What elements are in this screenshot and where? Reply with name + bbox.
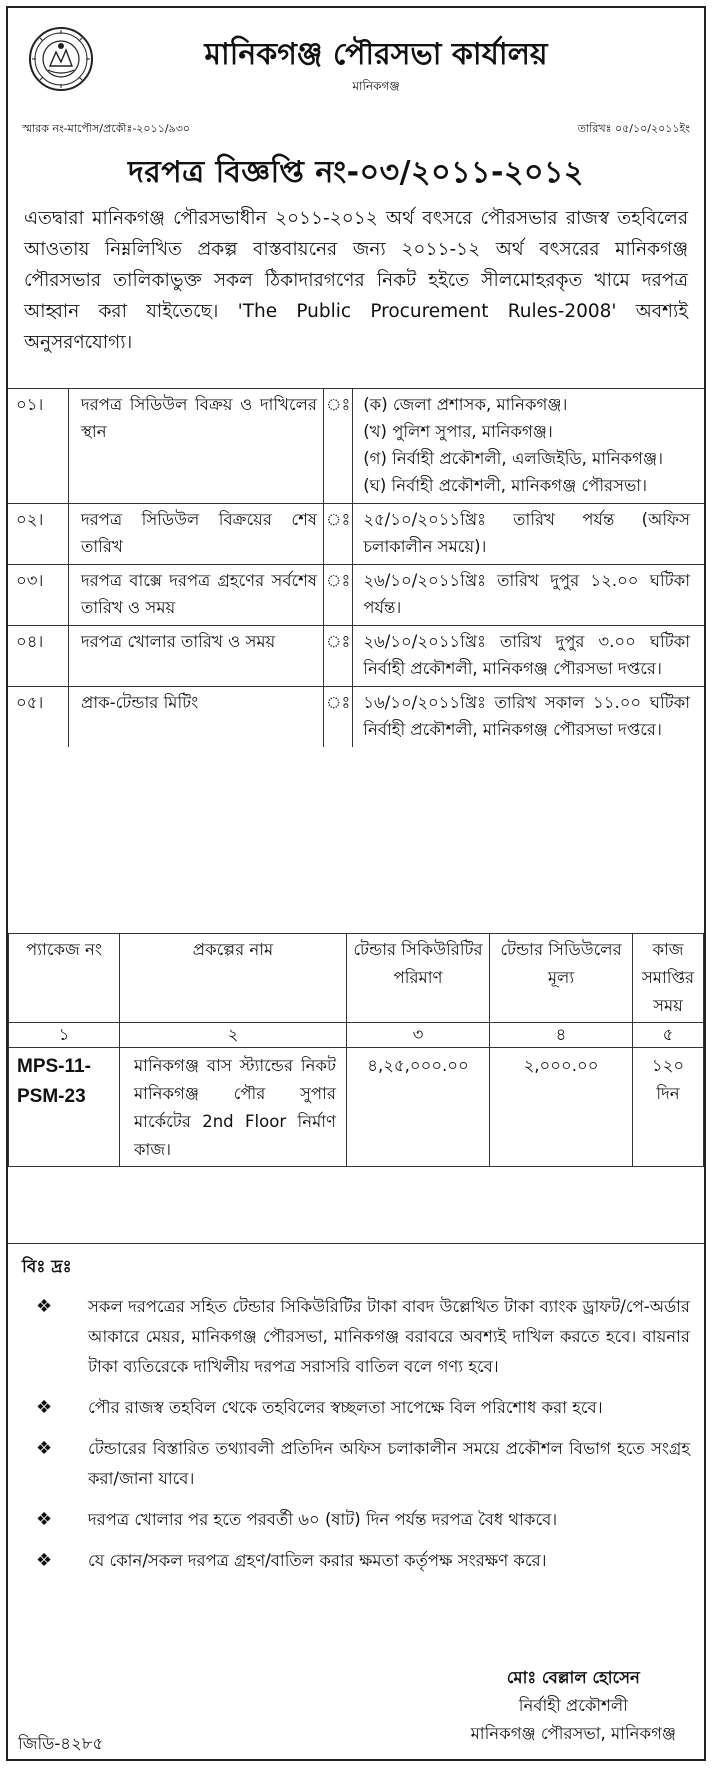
info-row-label: প্রাক-টেন্ডার মিটিং	[69, 687, 324, 748]
info-row-number: ০৪।	[8, 626, 69, 687]
column-header: প্রকল্পের নাম	[120, 934, 347, 1023]
info-row-label: দরপত্র খোলার তারিখ ও সময়	[69, 626, 324, 687]
notes-list	[36, 1292, 690, 1587]
office-title: মানিকগঞ্জ পৌরসভা কার্যালয়	[204, 37, 548, 72]
table-row	[9, 1048, 704, 1167]
value-line: (ক) জেলা প্রশাসক, মানিকগঞ্জ।	[363, 395, 568, 414]
info-row-value: ২৬/১০/২০১১খ্রিঃ তারিখ দুপুর ৩.০০ ঘটিকা নির্বাহী প্রকৌশলী, মানিকগঞ্জ পৌরসভা দপ্তরে।	[353, 626, 704, 687]
signatory-designation: নির্বাহী প্রকৌশলী	[518, 1696, 628, 1715]
intro-paragraph: এতদ্বারা মানিকগঞ্জ পৌরসভাধীন ২০১১-২০১২ অর্থ বৎসরে পৌরসভার রাজস্ব তহবিলের আওতায় নিম্নলিখিত প্রকল্প বাস্তবায়নের জন্য ২০১১-১২ অর্থ বৎসরের মানিকগঞ্জ পৌরসভার তালিকাভুক্ত সকল ঠিকাদারগণের নিকট হইতে সীলমোহরকৃত খামে দরপত্র আহ্বান করা যাইতেছে। 'The Public Procurement Rules-2008' অবশ্যই অনুসরণযোগ্য।	[24, 208, 688, 353]
info-row	[8, 626, 704, 687]
notice-title: দরপত্র বিজ্ঞপ্তি নং-০৩/২০১১-২০১২	[128, 155, 584, 190]
tender-info-table	[8, 388, 704, 747]
info-row-label: দরপত্র সিডিউল বিক্রয় ও দাখিলের স্থান	[69, 389, 324, 504]
memo-number: স্মারক নং-মাপৌস/প্রকৌঃ-২০১১/৯৩০	[22, 122, 191, 135]
note-text: সকল দরপত্রের সহিত টেন্ডার সিকিউরিটির টাকা বাবদ উল্লেখিত টাকা ব্যাংক ড্রাফট/পে-অর্ডার আকারে মেয়র, মানিকগঞ্জ পৌরসভা, মানিকগঞ্জ বরাবরে অবশ্যই দাখিল করতে হবে। বায়নার টাকা ব্যতিরেকে দাখিলীয় দরপত্র সরাসরি বাতিল বলে গণ্য হবে।	[88, 1297, 690, 1376]
bullet-icon: ❖	[36, 1397, 53, 1418]
info-row	[8, 687, 704, 748]
info-row	[8, 504, 704, 565]
bullet-icon: ❖	[36, 1438, 53, 1459]
tender-notice	[6, 6, 706, 1761]
note-text: যে কোন/সকল দরপত্র গ্রহণ/বাতিল করার ক্ষমতা কর্তৃপক্ষ সংরক্ষণ করে।	[88, 1551, 547, 1570]
column-number: ৩	[347, 1023, 490, 1048]
column-header: টেন্ডার সিকিউরিটির পরিমাণ	[347, 934, 490, 1023]
info-row-colon: ঃ	[324, 565, 353, 626]
gd-number: জিডি-৪২৮৫	[18, 1734, 104, 1753]
info-row-value: ২৬/১০/২০১১খ্রিঃ তারিখ দুপুর ১২.০০ ঘটিকা পর্যন্ত।	[353, 565, 704, 626]
column-number: ২	[120, 1023, 347, 1048]
list-item	[36, 1505, 690, 1535]
info-row	[8, 389, 704, 504]
list-item	[36, 1546, 690, 1576]
value-line: (খ) পুলিশ সুপার, মানিকগঞ্জ।	[363, 422, 553, 441]
info-row-value: ১৬/১০/২০১১খ্রিঃ তারিখ সকাল ১১.০০ ঘটিকা নির্বাহী প্রকৌশলী, মানিকগঞ্জ পৌরসভা দপ্তরে।	[353, 687, 704, 748]
notes-section	[8, 1243, 704, 1760]
value-line: (গ) নির্বাহী প্রকৌশলী, এলজিইডি, মানিকগঞ্জ।	[363, 449, 663, 468]
package-number: MPS-11-PSM-23	[9, 1048, 120, 1167]
info-row-number: ০২।	[8, 504, 69, 565]
notes-title: বিঃ দ্রঃ	[22, 1257, 72, 1277]
info-row-number: ০৫।	[8, 687, 69, 748]
signatory-office: মানিকগঞ্জ পৌরসভা, মানিকগঞ্জ	[470, 1724, 676, 1743]
list-item	[36, 1434, 690, 1494]
bullet-icon: ❖	[36, 1550, 53, 1571]
info-row-colon: ঃ	[324, 389, 353, 504]
info-row-label: দরপত্র বাক্সে দরপত্র গ্রহণের সর্বশেষ তারিখ ও সময়	[69, 565, 324, 626]
completion-time: ১২০ দিন	[633, 1048, 704, 1167]
header	[8, 8, 704, 113]
note-text: পৌর রাজস্ব তহবিল থেকে তহবিলের স্বচ্ছলতা সাপেক্ষে বিল পরিশোধ করা হবে।	[88, 1398, 603, 1417]
info-row-colon: ঃ	[324, 687, 353, 748]
column-number: ৪	[490, 1023, 633, 1048]
column-number: ৫	[633, 1023, 704, 1048]
column-header: টেন্ডার সিডিউলের মূল্য	[490, 934, 633, 1023]
tender-security: ৪,২৫,০০০.০০	[347, 1048, 490, 1167]
note-text: দরপত্র খোলার পর হতে পরবর্তী ৬০ (ষাট) দিন পর্যন্ত দরপত্র বৈধ থাকবে।	[88, 1510, 558, 1529]
info-row-label: দরপত্র সিডিউল বিক্রয়ের শেষ তারিখ	[69, 504, 324, 565]
info-row-number: ০১।	[8, 389, 69, 504]
info-row-value	[353, 389, 704, 504]
signatory-name: মোঃ বেল্লাল হোসেন	[506, 1668, 640, 1687]
info-row	[8, 565, 704, 626]
bullet-icon: ❖	[36, 1296, 53, 1317]
project-name: মানিকগঞ্জ বাস স্ট্যান্ডের নিকট মানিকগঞ্জ পৌর সুপার মার্কেটের 2nd Floor নির্মাণ কাজ।	[120, 1048, 347, 1167]
list-item	[36, 1393, 690, 1423]
office-location: মানিকগঞ্জ	[352, 79, 400, 93]
list-item	[36, 1292, 690, 1382]
package-table-header	[9, 934, 704, 1023]
signature-block	[471, 1664, 676, 1748]
package-table	[8, 933, 704, 1167]
column-number: ১	[9, 1023, 120, 1048]
column-header: কাজ সমাপ্তির সময়	[633, 934, 704, 1023]
notice-date: তারিখঃ ০৫/১০/২০১১ইং	[577, 122, 690, 135]
column-header: প্যাকেজ নং	[9, 934, 120, 1023]
info-row-colon: ঃ	[324, 504, 353, 565]
info-row-colon: ঃ	[324, 626, 353, 687]
value-line: (ঘ) নির্বাহী প্রকৌশলী, মানিকগঞ্জ পৌরসভা।	[363, 476, 647, 495]
reference-line	[22, 120, 690, 139]
schedule-price: ২,০০০.০০	[490, 1048, 633, 1167]
note-text: টেন্ডারের বিস্তারিত তথ্যাবলী প্রতিদিন অফিস চলাকালীন সময়ে প্রকৌশল বিভাগ হতে সংগ্রহ করা/জানা যাবে।	[88, 1439, 690, 1488]
column-number-row	[9, 1023, 704, 1048]
info-row-number: ০৩।	[8, 565, 69, 626]
bullet-icon: ❖	[36, 1509, 53, 1530]
info-row-value: ২৫/১০/২০১১খ্রিঃ তারিখ পর্যন্ত (অফিস চলাকালীন সময়ে)।	[353, 504, 704, 565]
